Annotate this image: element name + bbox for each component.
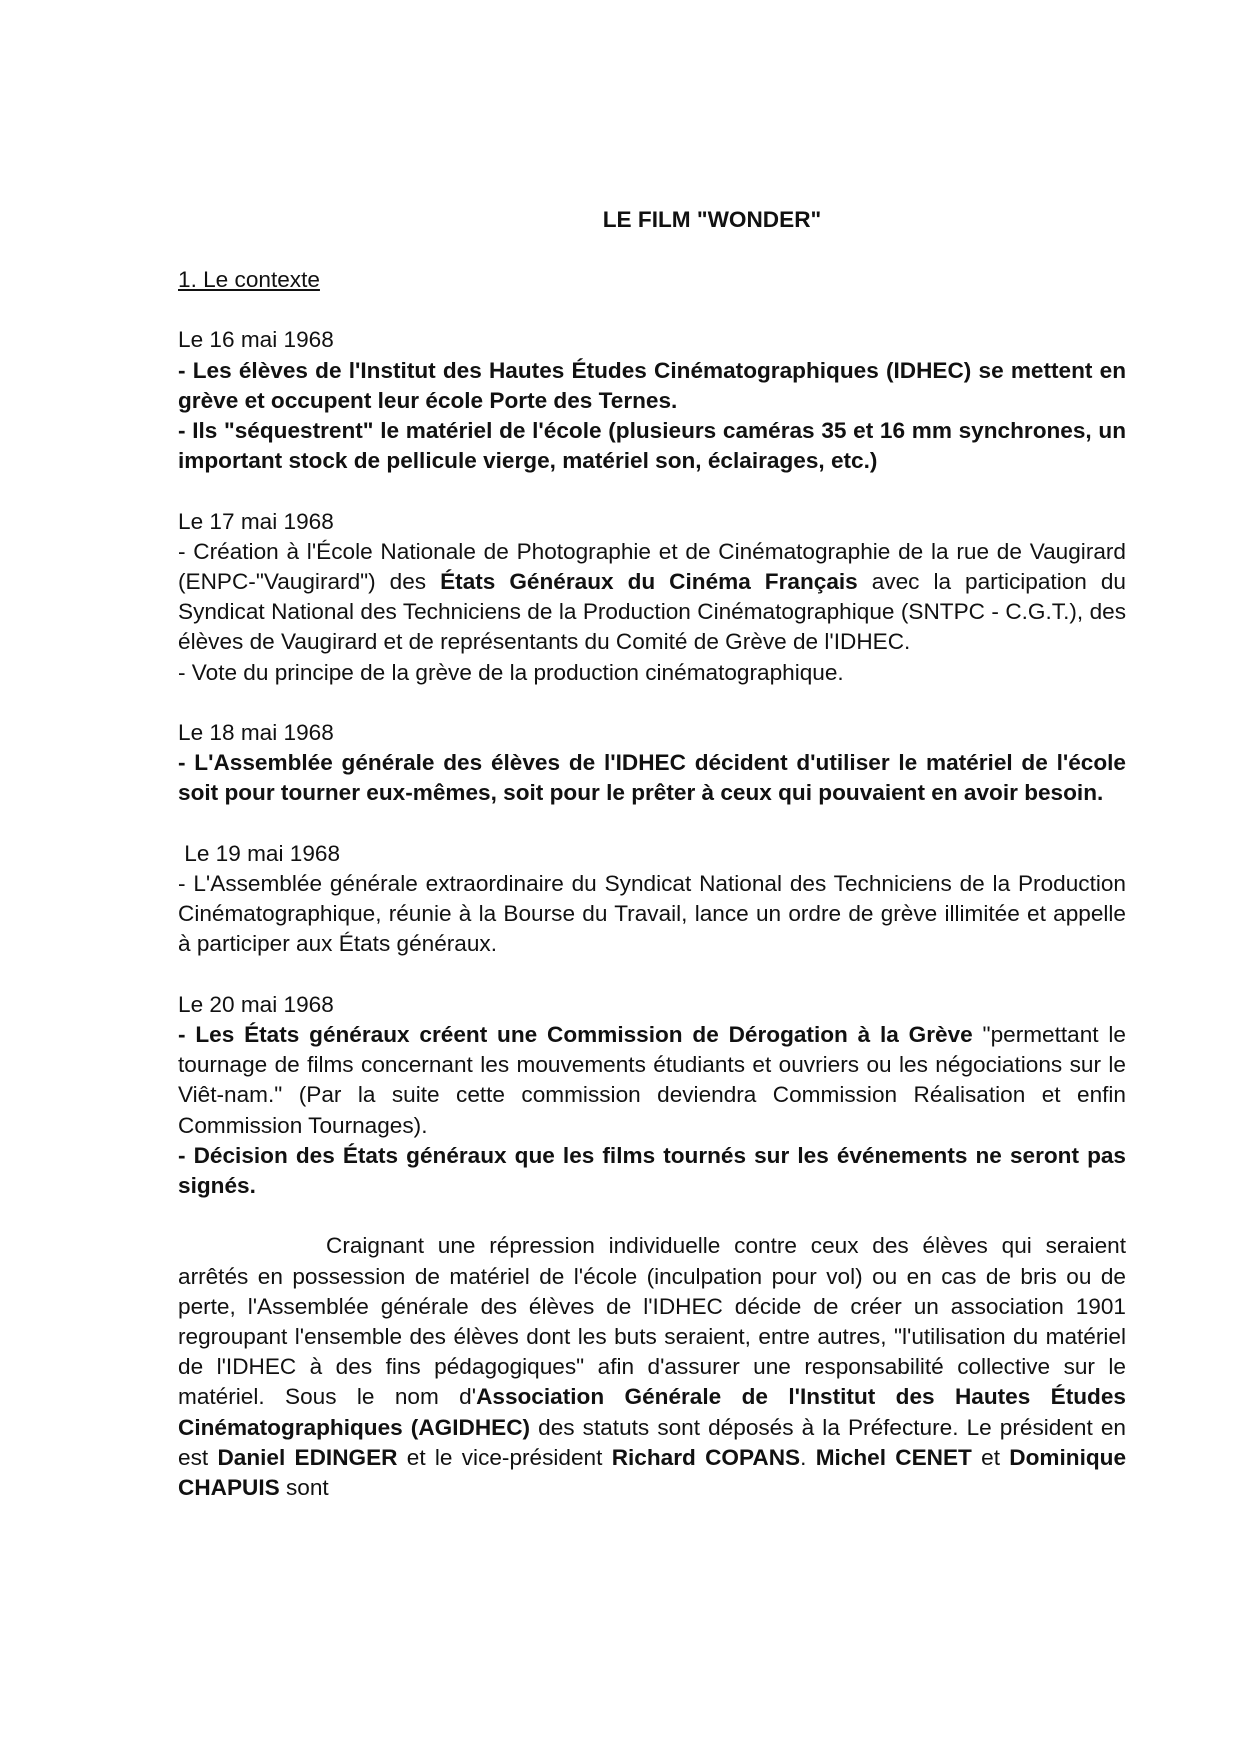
text-segment: Craignant une répression individuelle contre ceux des élèves qui seraient arrêtés en possession de matériel de l'école (inculpation pour vol) ou en cas de bris ou de perte, l'Assemblée générale des élèves de l'IDHEC décide de créer un association 1901 regroupant l'ensemble des élèves dont les buts seraient, entre autres, "l'utilisation du matériel de l'IDHEC à des fins pédagogiques" afin d'assurer une responsabilité collective sur le matériel. Sous le nom d' bbox=[178, 1233, 1126, 1410]
entry-date: Le 18 mai 1968 bbox=[178, 720, 334, 746]
section-heading: 1. Le contexte bbox=[178, 267, 320, 293]
entry-text: - L'Assemblée générale extraordinaire du Syndicat National des Techniciens de la Production Cinématographique, réunie à la Bourse du Travail, lance un ordre de grève illimitée et appelle à participer aux États généraux. bbox=[178, 871, 1126, 957]
text-segment: - Création à l'École Nationale de Photographie et de Cinématographie de la rue de Vaugirard (ENPC-"Vaugirard") des bbox=[178, 538, 1126, 595]
document-title: LE FILM "WONDER" bbox=[602, 207, 822, 232]
entry-text: - Décision des États généraux que les films tournés sur les événements ne seront pas signés. bbox=[178, 1142, 1126, 1199]
text-segment-bold: - Les États généraux créent une Commission de Dérogation à la Grève bbox=[178, 1022, 973, 1048]
document-page bbox=[178, 205, 1126, 1503]
entry-text: - Les élèves de l'Institut des Hautes Études Cinématographiques (IDHEC) se mettent en grève et occupent leur école Porte des Ternes. bbox=[178, 357, 1126, 413]
person-name: Daniel EDINGER bbox=[217, 1444, 398, 1470]
entry-17-mai bbox=[178, 507, 1126, 688]
entry-text bbox=[178, 537, 1126, 658]
text-segment: "permettant le tournage de films concernant les mouvements étudiants et ouvriers ou les négociations sur le Viêt-nam." (Par la suite cette commission deviendra Commission Réalisation et enfin Commission Tournages). bbox=[178, 1022, 1126, 1138]
entry-20-mai bbox=[178, 990, 1126, 1201]
text-segment: avec la participation du Syndicat National des Techniciens de la Production Cinématographique (SNTPC - C.G.T.), des élèves de Vaugirard et de représentants du Comité de Grève de l'IDHEC. bbox=[178, 569, 1126, 655]
entry-date: Le 19 mai 1968 bbox=[178, 840, 341, 866]
entry-date: Le 17 mai 1968 bbox=[178, 508, 334, 534]
text-segment: . bbox=[800, 1444, 816, 1470]
person-name: Richard COPANS bbox=[611, 1444, 801, 1470]
person-name: Michel CENET bbox=[815, 1444, 972, 1470]
entry-date: Le 16 mai 1968 bbox=[178, 327, 334, 353]
person-name: Dominique CHAPUIS bbox=[178, 1444, 1127, 1501]
closing-paragraph bbox=[178, 1231, 1126, 1503]
entry-19-mai bbox=[178, 839, 1126, 960]
entry-text: - Ils "séquestrent" le matériel de l'école (plusieurs caméras 35 et 16 mm synchrones, un important stock de pellicule vierge, matériel son, éclairages, etc.) bbox=[178, 418, 1126, 474]
entry-18-mai bbox=[178, 718, 1126, 809]
entry-text bbox=[178, 1020, 1126, 1141]
entry-16-mai bbox=[178, 325, 1126, 476]
text-segment-bold: Association Générale de l'Institut des Hautes Études Cinématographiques (AGIDHEC) bbox=[178, 1384, 1126, 1440]
text-segment: et bbox=[971, 1444, 1010, 1470]
text-segment-bold: États Généraux du Cinéma Français bbox=[440, 569, 858, 595]
text-segment: et le vice-président bbox=[397, 1444, 612, 1470]
entry-date: Le 20 mai 1968 bbox=[178, 991, 334, 1017]
text-segment: sont bbox=[279, 1475, 329, 1501]
entry-text: - Vote du principe de la grève de la production cinématographique. bbox=[178, 659, 844, 685]
entry-text: - L'Assemblée générale des élèves de l'IDHEC décident d'utiliser le matériel de l'école soit pour tourner eux-mêmes, soit pour le prêter à ceux qui pouvaient en avoir besoin. bbox=[178, 750, 1126, 806]
text-segment: des statuts sont déposés à la Préfecture. Le président en est bbox=[178, 1414, 1126, 1470]
